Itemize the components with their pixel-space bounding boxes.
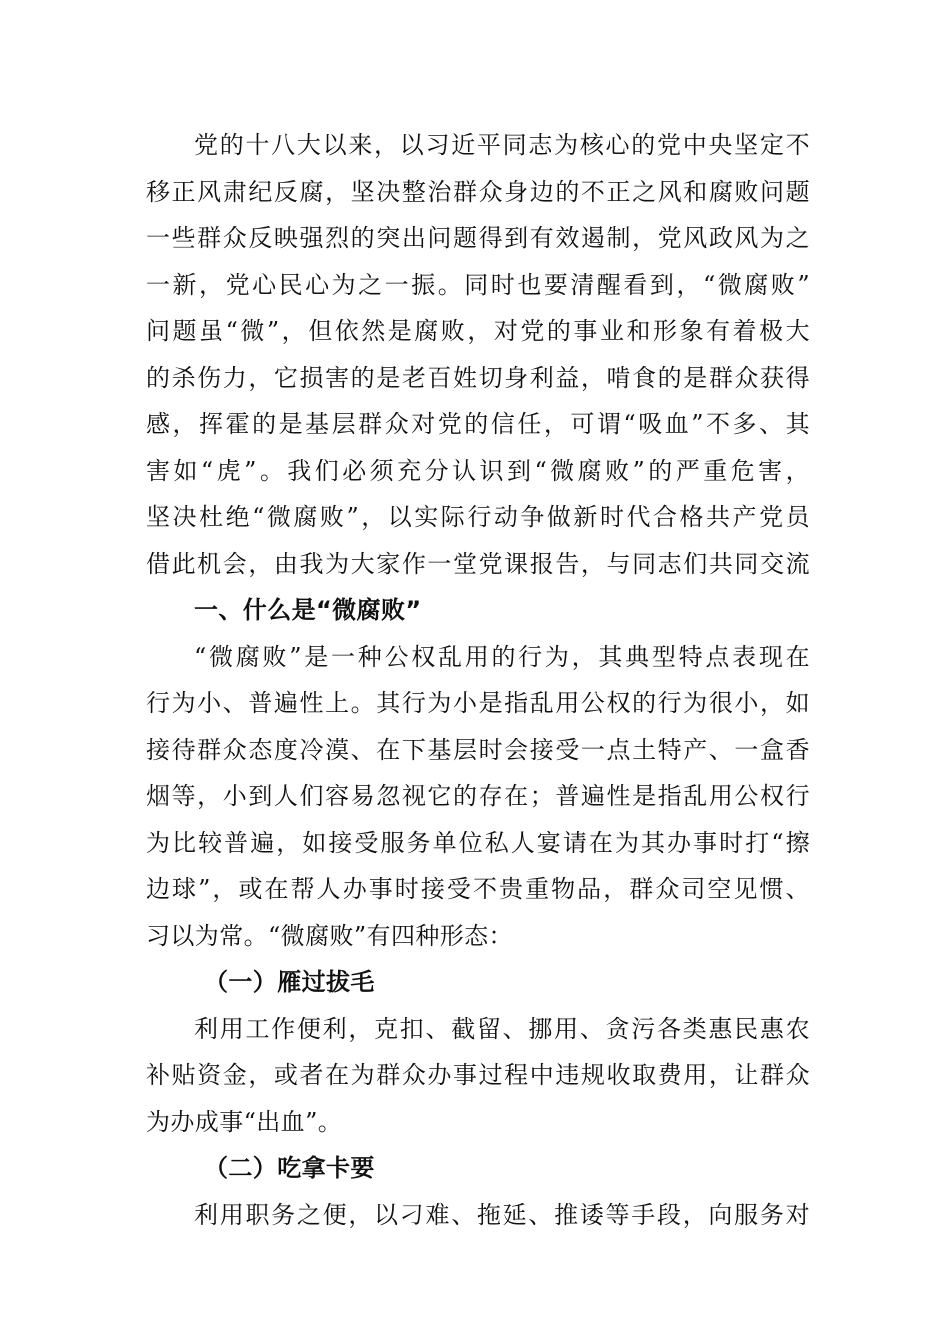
paragraph-line: 坚决杜绝“微腐败”，以实际行动争做新时代合格共产党员 [146,503,810,531]
paragraph-line: 害如“虎”。我们必须充分认识到“微腐败”的严重危害， [146,456,810,485]
section-heading: 一、什么是“微腐败” [194,596,422,624]
subsection-heading: （二）吃拿卡要 [204,1154,375,1182]
paragraph-line: 烟等，小到人们容易忽视它的存在；普遍性是指乱用公权行 [146,782,810,810]
paragraph-line: 感，挥霍的是基层群众对党的信任，可谓“吸血”不多、其 [146,410,810,438]
paragraph-line: 为办成事“出血”。 [146,1107,343,1136]
subsection-heading: （一）雁过拔毛 [204,968,375,996]
paragraph-line: 借此机会，由我为大家作一堂党课报告，与同志们共同交流 [146,549,810,578]
paragraph-line: 的杀伤力，它损害的是老百姓切身利益，啃食的是群众获得 [146,363,810,392]
paragraph-line: “微腐败”是一种公权乱用的行为，其典型特点表现在 [194,642,810,671]
paragraph-line: 问题虽“微”，但依然是腐败，对党的事业和形象有着极大 [146,317,810,345]
paragraph-line: 移正风肃纪反腐，坚决整治群众身边的不正之风和腐败问题 [146,177,810,206]
paragraph-line: 利用工作便利，克扣、截留、挪用、贪污各类惠民惠农 [194,1014,810,1043]
paragraph-line: 习以为常。“微腐败”有四种形态： [146,921,513,950]
paragraph-line: 一些群众反映强烈的突出问题得到有效遏制，党风政风为之 [146,224,810,252]
paragraph-line: 补贴资金，或者在为群众办事过程中违规收取费用，让群众 [146,1061,810,1089]
paragraph-line: 接待群众态度冷漠、在下基层时会接受一点土特产、一盒香 [146,735,810,764]
paragraph-line: 一新，党心民心为之一振。同时也要清醒看到，“微腐败” [146,270,810,299]
paragraph-line: 行为小、普遍性上。其行为小是指乱用公权的行为很小，如 [146,689,810,717]
paragraph-line: 为比较普遍，如接受服务单位私人宴请在为其办事时打“擦 [146,828,810,857]
document-body [146,122,810,1238]
paragraph-line: 边球”，或在帮人办事时接受不贵重物品，群众司空见惯、 [146,875,810,903]
paragraph-line: 利用职务之便，以刁难、拖延、推诿等手段，向服务对 [194,1200,810,1229]
paragraph-line: 党的十八大以来，以习近平同志为核心的党中央坚定不 [194,131,810,159]
